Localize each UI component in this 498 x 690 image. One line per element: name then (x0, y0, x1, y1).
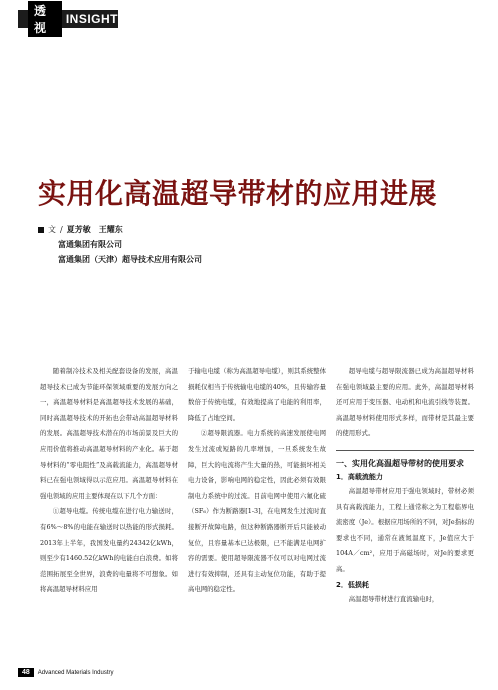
paragraph: 超导电缆与超导限流器已成为高温超导材料在强电领域最主要的应用。此外，高温超导材料还可应用于变压器、电动机和电流引线等装置。高温超导材料使用形式多样，而带材是其最主要的使用形式。 (336, 367, 474, 438)
subsection-heading: 1．高载流能力 (336, 472, 383, 481)
column-3 (336, 364, 474, 607)
paragraph: ①超导电缆。传统电缆在进行电力输送时，有6%～8%的电能在输送时以热能的形式损耗。2013年上半年，我国发电量约24342亿kWh，则至少有1460.52亿kWh的电能白白浪费。如将范围拓展至全世界，浪费的电量将不可想象。如将高温超导材料应用 (40, 507, 178, 594)
affiliation-1: 富通集团有限公司 (58, 239, 122, 249)
section-label: INSIGHT (65, 12, 118, 26)
paragraph: ②超导限流器。电力系统的高速发展使电网发生过流或短路的几率增加，一旦系统发生故障，巨大的电流将产生大量的热，可能损坏相关电力设备，影响电网的稳定性，因此必须有效限制电力系统中的过流。目前电网中使用六氟化硫（SF₆）作为断路器[1-3]，在电网发生过流时直接断开故障电路，但这种断路器断开后只能被动复位，且容量基本已达极限，已不能满足电网扩容的需要。使用超导限流器不仅可以对电网过流进行有效抑制，还具有主动复位功能，有助于提高电网的稳定性。 (188, 429, 326, 594)
section-tag: 透视 (28, 1, 62, 37)
section-heading: 一、实用化高温超导带材的使用要求 (336, 450, 474, 470)
byline-prefix: 文 (48, 225, 56, 234)
page-number: 48 (18, 668, 34, 677)
byline: 文 / 夏芳敏 王耀东 富通集团有限公司 富通集团（天津）超导技术应用有限公司 (38, 222, 202, 267)
paragraph: 随着制冷技术及相关配套设备的发展，高温超导技术已成为节能环保领域重要的发展方向之一，高温超导材料是高温超导技术发展的基础，同时高温超导技术的开拓也会带动高温超导材料的发展。高温超导技术潜在的市场前景及巨大的应用价值将推动高温超导材料的产业化。基于超导材料的“零电阻性”及高载流能力，高温超导材料已在强电领域得以示范应用。高温超导材料在强电领域的应用主要体现在以下几个方面： (40, 367, 178, 500)
affiliation-2: 富通集团（天津）超导技术应用有限公司 (58, 254, 202, 264)
author-names: 夏芳敏 王耀东 (66, 224, 123, 234)
subsection-heading: 2．低损耗 (336, 580, 369, 589)
column-1 (40, 364, 178, 598)
section-banner (18, 4, 118, 35)
paragraph: 高温超导带材进行直流输电时， (348, 594, 439, 603)
paragraph: 于输电电缆（称为高温超导电缆），则其系统整体损耗仅相当于传统输电电缆的40%，且传输容量数倍于传统电缆，有效地提高了电能的利用率，降低了占地空间。 (188, 367, 326, 422)
paragraph: 高温超导带材应用于强电领域时，带材必须具有高载流能力，工程上通常称之为工程临界电流密度（Je）。根据应用场所的不同，对Je指标的要求也不同，通常在液氮温度下，Je值应大于104A／cm²，应用于高磁场时，对Je的要求更高。 (336, 486, 474, 573)
journal-name: Advanced Materials Industry (37, 669, 114, 676)
page-footer (18, 668, 114, 677)
column-2 (188, 364, 326, 598)
article-title: 实用化高温超导带材的应用进展 (38, 177, 438, 210)
square-bullet-icon (38, 227, 44, 233)
